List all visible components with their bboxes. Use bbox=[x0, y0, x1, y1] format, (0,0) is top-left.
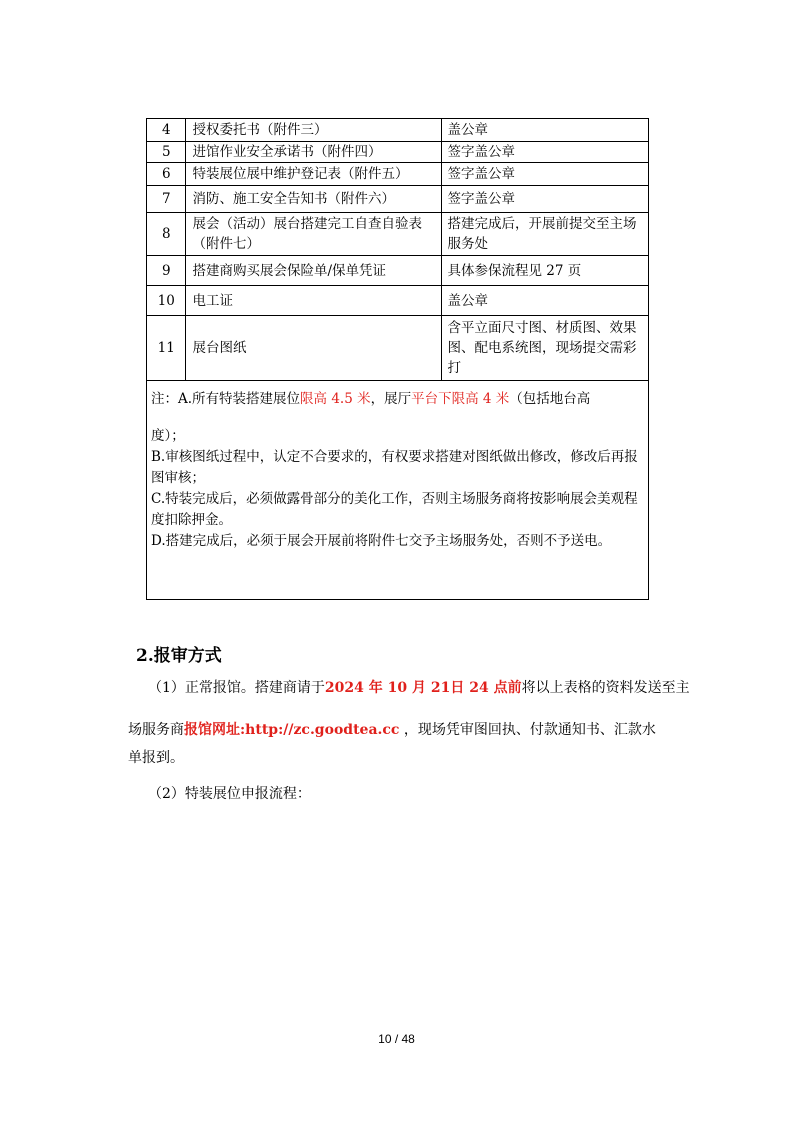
row-item: 授权委托书（附件三） bbox=[186, 119, 441, 142]
row-number: 10 bbox=[147, 286, 186, 316]
table-row bbox=[147, 286, 649, 316]
row-number: 7 bbox=[147, 186, 186, 213]
height-limit-booth: 限高 4.5 米 bbox=[300, 391, 371, 407]
row-number: 11 bbox=[147, 316, 186, 381]
note-a bbox=[151, 389, 644, 410]
note-a-prefix: 注：A.所有特装搭建展位 bbox=[151, 391, 301, 407]
materials-table bbox=[146, 118, 649, 600]
row-requirement: 具体参保流程见 27 页 bbox=[441, 256, 648, 286]
page-number: 10 / 48 bbox=[378, 1032, 415, 1046]
p1-line2-prefix: 场服务商 bbox=[128, 722, 184, 738]
row-requirement: 签字盖公章 bbox=[441, 186, 648, 213]
table-row bbox=[147, 142, 649, 163]
paragraph-special-booth-process: （2）特装展位申报流程： bbox=[148, 786, 311, 802]
row-number: 5 bbox=[147, 142, 186, 163]
submission-url-link[interactable]: 报馆网址:http://zc.goodtea.cc bbox=[184, 722, 400, 738]
note-a-mid: ，展厅 bbox=[370, 391, 412, 407]
row-item: 展台图纸 bbox=[186, 316, 441, 381]
row-item: 消防、施工安全告知书（附件六） bbox=[186, 186, 441, 213]
note-b: B.审核图纸过程中，认定不合要求的，有权要求搭建对图纸做出修改，修改后再报图审核； bbox=[151, 449, 638, 486]
note-a-tail: 度）； bbox=[151, 428, 185, 444]
row-number: 9 bbox=[147, 256, 186, 286]
table-row bbox=[147, 163, 649, 186]
row-item: 电工证 bbox=[186, 286, 441, 316]
table-row bbox=[147, 256, 649, 286]
note-d: D.搭建完成后，必须于展会开展前将附件七交予主场服务处，否则不予送电。 bbox=[151, 533, 612, 549]
deadline-text: 2024 年 10 月 21日 24 点前 bbox=[324, 680, 522, 696]
row-item: 搭建商购买展会保险单/保单凭证 bbox=[186, 256, 441, 286]
note-a-suffix: （包括地台高 bbox=[509, 391, 591, 407]
table-row bbox=[147, 186, 649, 213]
table-row bbox=[147, 119, 649, 142]
table-row bbox=[147, 213, 649, 256]
note-c: C.特装完成后，必须做露骨部分的美化工作，否则主场服务商将按影响展会美观程度扣除押金。 bbox=[151, 491, 638, 528]
p1-prefix: （1）正常报馆。搭建商请于 bbox=[148, 680, 325, 696]
table-row bbox=[147, 316, 649, 381]
row-item: 进馆作业安全承诺书（附件四） bbox=[186, 142, 441, 163]
row-requirement: 签字盖公章 bbox=[441, 142, 648, 163]
row-item: 展会（活动）展台搭建完工自查自验表（附件七） bbox=[186, 213, 441, 256]
row-requirement: 含平立面尺寸图、材质图、效果图、配电系统图，现场提交需彩打 bbox=[441, 316, 648, 381]
notes-cell bbox=[147, 381, 649, 600]
p1-line2-suffix: ，现场凭审图回执、付款通知书、汇款水 bbox=[399, 722, 656, 738]
row-number: 8 bbox=[147, 213, 186, 256]
notes-row bbox=[147, 381, 649, 600]
row-requirement: 签字盖公章 bbox=[441, 163, 648, 186]
height-limit-platform: 平台下限高 4 米 bbox=[411, 391, 510, 407]
row-requirement: 盖公章 bbox=[441, 119, 648, 142]
paragraph-line-3: 单报到。 bbox=[128, 750, 184, 766]
row-requirement: 盖公章 bbox=[441, 286, 648, 316]
row-number: 6 bbox=[147, 163, 186, 186]
paragraph-line-2 bbox=[128, 719, 656, 739]
row-number: 4 bbox=[147, 119, 186, 142]
row-requirement: 搭建完成后，开展前提交至主场服务处 bbox=[441, 213, 648, 256]
paragraph-normal-submission bbox=[148, 677, 690, 697]
section-title: 2.报审方式 bbox=[136, 646, 222, 666]
row-item: 特装展位展中维护登记表（附件五） bbox=[186, 163, 441, 186]
p1-suffix: 将以上表格的资料发送至主 bbox=[521, 680, 690, 696]
